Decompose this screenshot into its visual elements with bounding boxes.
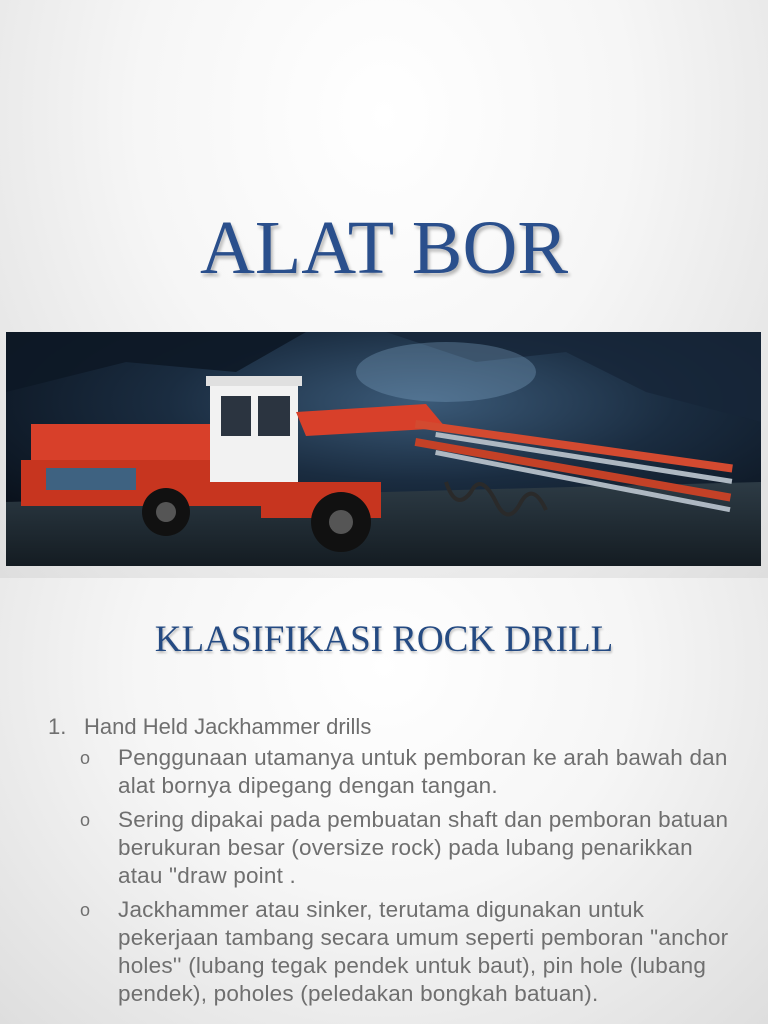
slide-title: ALAT BOR xyxy=(199,206,569,290)
slide-2 xyxy=(0,578,768,1024)
item-number: 1. xyxy=(48,714,67,739)
bullet-icon: o xyxy=(80,748,91,768)
list-item xyxy=(0,710,768,744)
sub-item xyxy=(0,744,768,800)
content-list xyxy=(0,710,768,1014)
bullet-icon: o xyxy=(80,900,91,920)
sub-item-text: Sering dipakai pada pembuatan shaft dan pemboran batuan berukuran besar (oversize rock) pada lubang penarikkan atau "draw point . xyxy=(118,807,729,888)
sub-item-text: Jackhammer atau sinker, terutama digunakan untuk pekerjaan tambang secara umum seperti pemboran "anchor holes'' (lubang tegak pendek untuk baut), pin hole (lubang pendek), poholes (peledakan bongkah batuan). xyxy=(118,897,729,1006)
sub-item xyxy=(0,896,768,1008)
drill-rig-photo xyxy=(6,332,761,566)
section-title: KLASIFIKASI ROCK DRILL xyxy=(154,619,614,660)
item-label: Hand Held Jackhammer drills xyxy=(84,714,372,739)
sub-item xyxy=(0,806,768,890)
sub-item-text: Penggunaan utamanya untuk pemboran ke arah bawah dan alat bornya dipegang dengan tangan. xyxy=(118,745,728,798)
bullet-icon: o xyxy=(80,810,91,830)
